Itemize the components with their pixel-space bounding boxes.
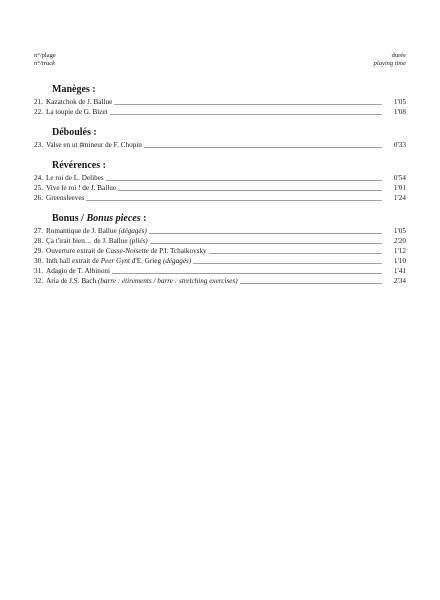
section-title: Révérences : (52, 160, 106, 171)
track-number: 23. (34, 141, 43, 149)
section-title: Déboulés : (52, 127, 97, 138)
section (34, 127, 406, 150)
track-title: Kazatchok de J. Ballue (46, 98, 113, 106)
track-title: Greensleeves (46, 194, 85, 202)
dot-leader (193, 263, 382, 264)
track-row (34, 236, 406, 246)
track-duration: 2'34 (393, 277, 406, 285)
dot-leader (150, 243, 382, 244)
track-number: 29. (34, 247, 43, 255)
track-list (34, 84, 406, 296)
header-track-fr: n°/plage (34, 52, 56, 59)
dot-leader (112, 273, 382, 274)
track-row (34, 266, 406, 276)
track-duration: 2'20 (393, 237, 406, 245)
header-time-label (374, 52, 406, 68)
track-title: Adagio de T. Albinoni (46, 267, 111, 275)
track-duration: 1'12 (393, 247, 406, 255)
track-row (34, 107, 406, 117)
dot-leader (110, 114, 382, 115)
track-title: Romantique de J. Ballue (dégagés) (46, 227, 147, 235)
track-row (34, 140, 406, 150)
track-duration: 1'24 (393, 194, 406, 202)
track-duration: 0'54 (393, 174, 406, 182)
track-duration: 0'33 (393, 141, 406, 149)
track-number: 27. (34, 227, 43, 235)
header-time-en: playing time (373, 60, 406, 67)
track-row (34, 193, 406, 203)
track-row (34, 256, 406, 266)
track-row (34, 246, 406, 256)
dot-leader (114, 104, 382, 105)
track-number: 24. (34, 174, 43, 182)
track-title: Le roi de L. Delibes (46, 174, 104, 182)
track-number: 25. (34, 184, 43, 192)
dot-leader (209, 253, 382, 254)
track-number: 28. (34, 237, 43, 245)
track-duration: 1'05 (393, 98, 406, 106)
track-title: Valse en ut ♯mineur de F. Chopin (46, 141, 142, 149)
track-duration: 1'01 (393, 184, 406, 192)
track-row (34, 276, 406, 286)
track-number: 21. (34, 98, 43, 106)
dot-leader (149, 233, 382, 234)
track-number: 22. (34, 108, 43, 116)
section (34, 160, 406, 203)
track-duration: 1'05 (393, 227, 406, 235)
header-time-fr: durée (391, 52, 406, 59)
section-title: Manèges : (52, 84, 96, 95)
section (34, 84, 406, 117)
track-duration: 1'08 (393, 108, 406, 116)
track-number: 26. (34, 194, 43, 202)
section (34, 213, 406, 286)
track-duration: 1'41 (393, 267, 406, 275)
dot-leader (106, 180, 382, 181)
track-row (34, 183, 406, 193)
header-track-en: n°/track (34, 60, 56, 67)
track-number: 30. (34, 257, 43, 265)
track-title: Aria de J.S. Bach (barre : étirements / barre : stretching exercises) (46, 277, 238, 285)
track-title: Ouverture extrait de Casse-Noisette de P.I. Tchaikovsky (46, 247, 207, 255)
header-track-label (34, 52, 56, 68)
track-title: Inth hall extrait de Peer Gynt d'E. Grieg (dégagés) (46, 257, 192, 265)
track-title: La toupie de G. Bizet (46, 108, 108, 116)
dot-leader (118, 190, 382, 191)
dot-leader (240, 283, 382, 284)
track-row (34, 97, 406, 107)
track-row (34, 226, 406, 236)
dot-leader (144, 147, 382, 148)
dot-leader (86, 200, 382, 201)
track-row (34, 173, 406, 183)
track-duration: 1'10 (393, 257, 406, 265)
track-title: Ça t'irait bien… de J. Ballue (pliés) (46, 237, 148, 245)
track-title: Vive le roi ! de J. Ballue (46, 184, 117, 192)
section-title: Bonus / Bonus pieces : (52, 213, 147, 224)
track-number: 32. (34, 277, 43, 285)
track-number: 31. (34, 267, 43, 275)
